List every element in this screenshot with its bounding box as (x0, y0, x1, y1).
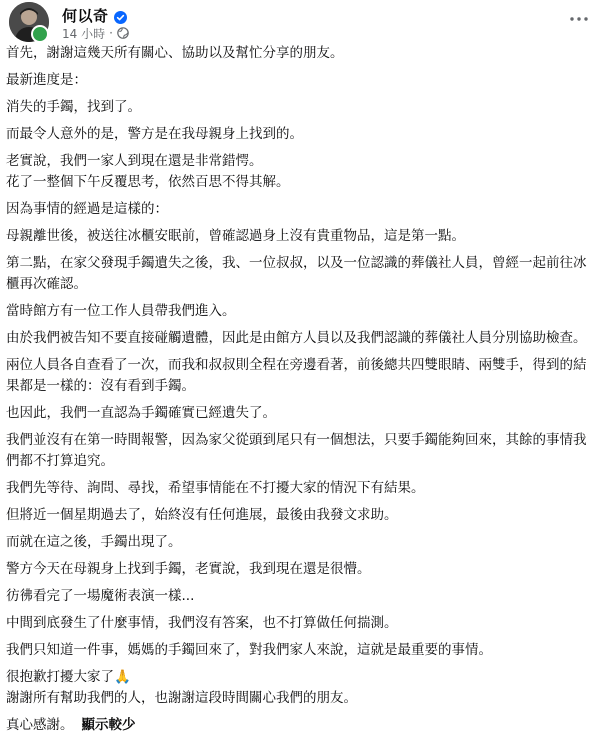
post-text-line: 而最令人意外的是，警方是在我母親身上找到的。 (6, 126, 303, 142)
post-text-line: 首先，謝謝這幾天所有關心、協助以及幫忙分享的朋友。 (6, 45, 344, 61)
post-text-line: 但將近一個星期過去了，始終沒有任何進展，最後由我發文求助。 (6, 507, 398, 523)
post-paragraph (6, 124, 594, 145)
meta-separator: · (109, 26, 113, 40)
post-text-line: 我們只知道一件事，媽媽的手鐲回來了，對我們家人來說，這就是最重要的事情。 (6, 642, 492, 658)
post-paragraph (6, 613, 594, 634)
post-paragraph (6, 151, 594, 193)
closing-text: 真心感謝。 (6, 717, 74, 733)
post-paragraph (6, 559, 594, 580)
post-header (0, 0, 600, 44)
post-paragraph (6, 301, 594, 322)
post-text-line: 警方今天在母親身上找到手鐲，老實說，我到現在還是很懵。 (6, 561, 371, 577)
post-text-line: 很抱歉打擾大家了🙏 (6, 669, 131, 685)
post-paragraph (6, 478, 594, 499)
more-options-button[interactable] (566, 8, 592, 30)
post-text-line: 老實說，我們一家人到現在還是非常錯愕。 (6, 153, 263, 169)
globe-icon[interactable] (117, 27, 129, 39)
post-paragraph (6, 97, 594, 118)
post-text-line: 母親離世後，被送往冰櫃安眠前，曾確認過身上沒有貴重物品，這是第一點。 (6, 228, 465, 244)
verified-badge-icon (114, 9, 127, 22)
post-text-line: 謝謝所有幫助我們的人，也謝謝這段時間關心我們的朋友。 (6, 690, 357, 706)
post-text-line: 而就在這之後，手鐲出現了。 (6, 534, 182, 550)
post-text-line: 彷彿看完了一場魔術表演一樣... (6, 588, 195, 604)
post-text-line: 最新進度是： (6, 72, 87, 88)
post-paragraph (6, 253, 594, 295)
post-text-line: 中間到底發生了什麼事情，我們沒有答案，也不打算做任何揣測。 (6, 615, 398, 631)
post-text-line: 因為事情的經過是這樣的： (6, 201, 168, 217)
post-timestamp[interactable]: 14 小時 (62, 26, 106, 41)
post-paragraph (6, 199, 594, 220)
post-text-line: 果都是一樣的：沒有看到手鐲。 (6, 378, 195, 394)
post-text-line: 花了一整個下午反覆思考，依然百思不得其解。 (6, 174, 290, 190)
online-status-badge (31, 25, 49, 43)
post-paragraph (6, 430, 594, 472)
post-text-line: 我們並沒有在第一時間報警，因為家父從頭到尾只有一個想法，只要手鐲能夠回來，其餘的事情我 (6, 432, 587, 448)
post-text-line: 櫃再次確認。 (6, 276, 87, 292)
post-text-line: 們都不打算追究。 (6, 453, 114, 469)
post-text-line: 第二點，在家父發現手鐲遺失之後，我、一位叔叔，以及一位認識的葬儀社人員，曾經一起前往冰 (6, 255, 587, 271)
post-paragraph (6, 505, 594, 526)
post-text-line: 由於我們被告知不要直接碰觸遺體，因此是由館方人員以及我們認識的葬儀社人員分別協助檢查。 (6, 330, 587, 346)
post-text (6, 43, 594, 742)
author-name[interactable]: 何以奇 (62, 6, 109, 25)
post-text-line: 當時館方有一位工作人員帶我們進入。 (6, 303, 236, 319)
post-paragraph (6, 355, 594, 397)
post-paragraph (6, 328, 594, 349)
post-paragraph (6, 70, 594, 91)
post-paragraph (6, 667, 594, 709)
post-paragraph (6, 532, 594, 553)
post-text-line: 我們先等待、詢問、尋找，希望事情能在不打擾大家的情況下有結果。 (6, 480, 425, 496)
post-paragraph (6, 586, 594, 607)
more-horizontal-icon (570, 17, 588, 21)
post-paragraph (6, 226, 594, 247)
post-paragraph (6, 640, 594, 661)
post-text-line: 也因此，我們一直認為手鐲確實已經遺失了。 (6, 405, 276, 421)
see-less-link[interactable]: 顯示較少 (81, 717, 136, 733)
post-closing-paragraph (6, 715, 594, 736)
post-paragraph (6, 43, 594, 64)
post-text-line: 消失的手鐲，找到了。 (6, 99, 141, 115)
post-paragraph (6, 403, 594, 424)
post-text-line: 兩位人員各自查看了一次，而我和叔叔則全程在旁邊看著，前後總共四雙眼睛、兩雙手，得到的結 (6, 357, 587, 373)
